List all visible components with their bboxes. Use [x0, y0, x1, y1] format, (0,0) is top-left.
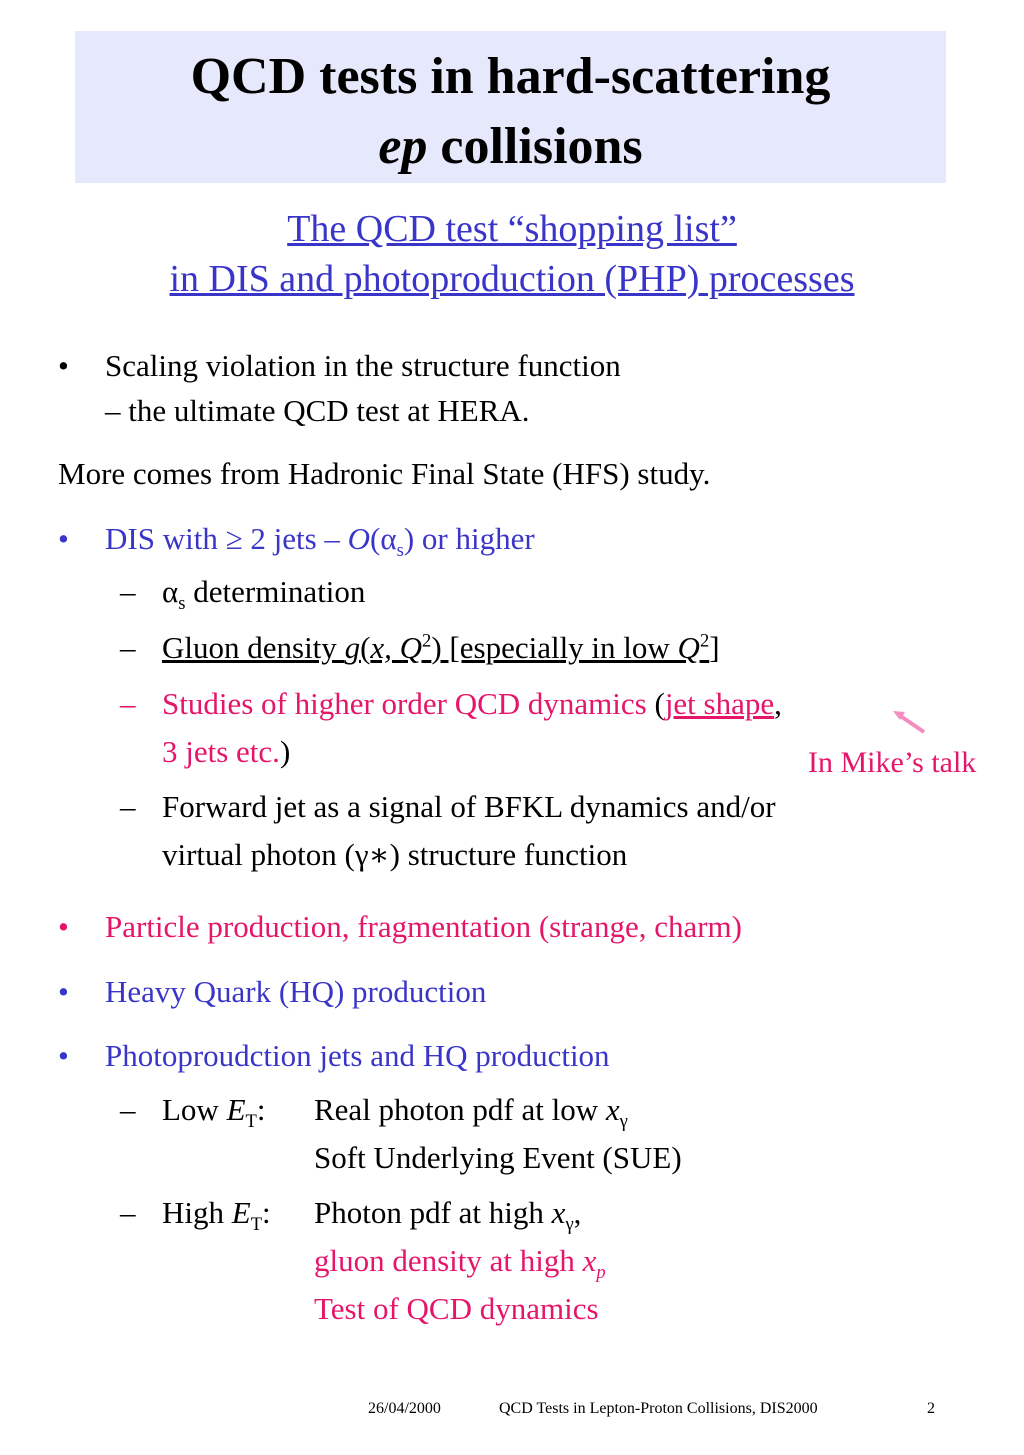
- alpha-s-item: $\alpha_s$ determination: [162, 574, 366, 615]
- low-et-line-1: Real photon pdf at low $x_\gamma$: [314, 1092, 628, 1133]
- bullet-marker: •: [58, 521, 69, 556]
- high-et-line-2: gluon density at high $x_p$: [314, 1243, 606, 1284]
- subtitle-line-1: The QCD test “shopping list”: [287, 208, 737, 250]
- more-comes-text: More comes from Hadronic Final State (HFS) study.: [58, 456, 711, 491]
- footer-title: QCD Tests in Lepton-Proton Collisions, DIS2000: [499, 1400, 818, 1417]
- title-box: [75, 31, 946, 183]
- footer-date: 26/04/2000: [368, 1400, 441, 1417]
- bullet-marker: •: [58, 348, 69, 383]
- subtitle-line-2: in DIS and photoproduction (PHP) processes: [169, 258, 855, 300]
- scaling-violation-line-2: – the ultimate QCD test at HERA.: [105, 393, 530, 428]
- dis-jets-item: DIS with ≥ 2 jets – $O(\alpha_s)$ or higher: [105, 521, 535, 562]
- bullet-marker: •: [58, 974, 69, 1009]
- gluon-density-item: Gluon density g(x, $Q^2$) [especially in low $Q^2$]: [162, 630, 720, 665]
- dash-marker: –: [120, 789, 136, 824]
- studies-item-line-2: 3 jets etc.): [162, 734, 291, 769]
- studies-item-line-1: Studies of higher order QCD dynamics (jet shape,: [162, 686, 782, 721]
- annotation-arrow-icon: [890, 706, 930, 736]
- low-et-line-2: Soft Underlying Event (SUE): [314, 1140, 682, 1175]
- bullet-marker: •: [58, 909, 69, 944]
- high-et-line-1: Photon pdf at high $x_\gamma$,: [314, 1195, 582, 1236]
- mikes-talk-annotation: In Mike’s talk: [808, 746, 977, 779]
- dash-marker: –: [120, 1195, 136, 1230]
- title-line-2: ep collisions: [378, 118, 643, 175]
- dash-marker: –: [120, 1092, 136, 1127]
- high-et-line-3: Test of QCD dynamics: [314, 1291, 599, 1326]
- photoproduction-item: Photoproudction jets and HQ production: [105, 1038, 610, 1073]
- forward-jet-line-2: virtual photon (γ∗) structure function: [162, 837, 628, 872]
- dash-marker: –: [120, 630, 136, 665]
- dash-marker: –: [120, 686, 136, 721]
- title-line-1: QCD tests in hard-scattering: [190, 48, 831, 105]
- low-et-label: Low $E_T$:: [162, 1092, 266, 1133]
- bullet-marker: •: [58, 1038, 69, 1073]
- dash-marker: –: [120, 574, 136, 609]
- footer-page-number: 2: [927, 1400, 935, 1417]
- forward-jet-line-1: Forward jet as a signal of BFKL dynamics and/or: [162, 789, 776, 824]
- particle-production-item: Particle production, fragmentation (strange, charm): [105, 909, 742, 944]
- high-et-label: High $E_T$:: [162, 1195, 271, 1236]
- heavy-quark-item: Heavy Quark (HQ) production: [105, 974, 487, 1009]
- scaling-violation-line-1: Scaling violation in the structure function: [105, 348, 621, 383]
